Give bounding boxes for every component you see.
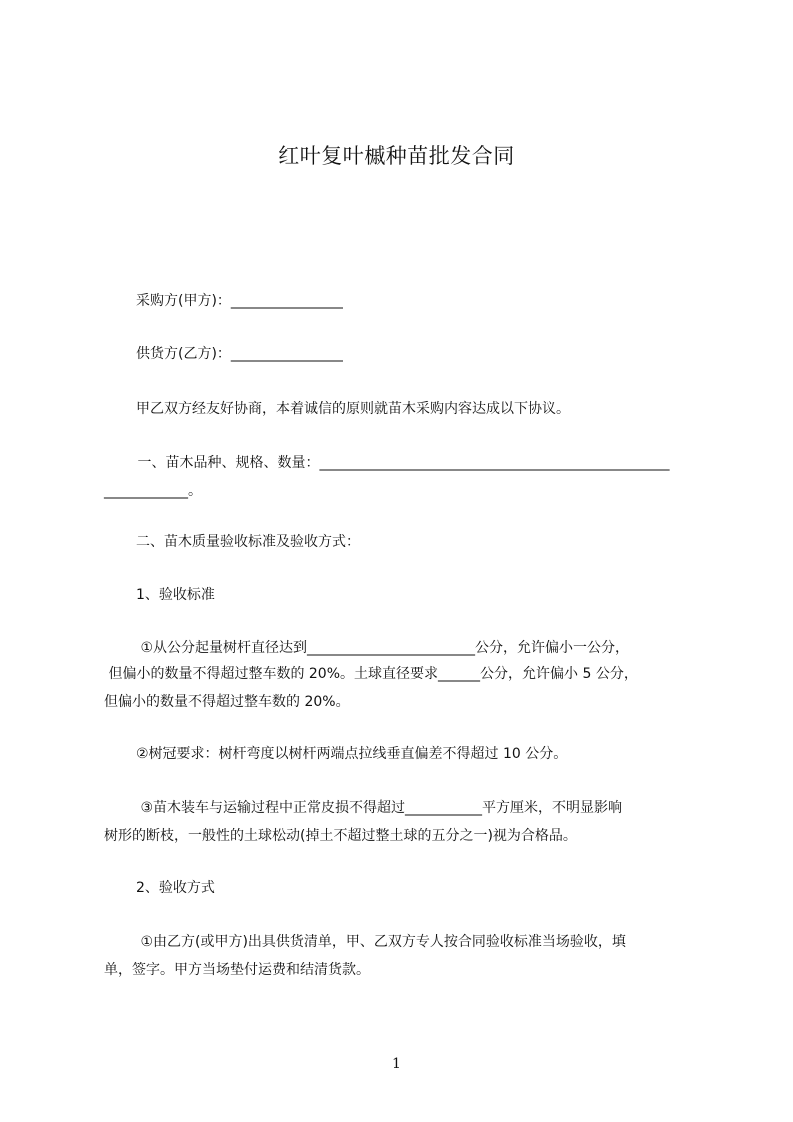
subsection-acceptance-standard: 1、验收标准 [136, 587, 215, 603]
buyer-line: 采购方(甲方)：________________ [136, 293, 343, 309]
standard-item-1-line-3: 但偏小的数量不得超过整车数的 20%。 [104, 694, 350, 710]
section-1-continuation: ____________。 [104, 483, 202, 499]
page-number: 1 [392, 1056, 401, 1072]
standard-item-3-line-1: ③苗木装车与运输过程中正常皮损不得超过___________平方厘米，不明显影响 [136, 800, 622, 816]
subsection-acceptance-method: 2、验收方式 [136, 880, 215, 896]
standard-item-1-line-2: 但偏小的数量不得超过整车数的 20%。土球直径要求______公分，允许偏小 5 公分， [104, 666, 638, 682]
method-item-1-line-1: ①由乙方(或甲方)出具供货清单，甲、乙双方专人按合同验收标准当场验收，填 [136, 934, 626, 950]
standard-item-2: ②树冠要求：树杆弯度以树杆两端点拉线垂直偏差不得超过 10 公分。 [136, 746, 568, 762]
document-title: 红叶复叶槭种苗批发合同 [278, 144, 515, 168]
intro-paragraph: 甲乙双方经友好协商，本着诚信的原则就苗木采购内容达成以下协议。 [136, 401, 570, 417]
section-2-heading: 二、苗木质量验收标准及验收方式： [136, 534, 360, 550]
standard-item-3-line-2: 树形的断枝，一般性的土球松动(掉土不超过整土球的五分之一)视为合格品。 [104, 828, 577, 844]
section-1-heading: 一、苗木品种、规格、数量：__________________________________________________ [133, 455, 670, 471]
method-item-1-line-2: 单，签字。甲方当场垫付运费和结清货款。 [104, 962, 370, 978]
supplier-line: 供货方(乙方)：________________ [136, 346, 343, 362]
standard-item-1-line-1: ①从公分起量树杆直径达到________________________公分，允许偏小一公分， [136, 640, 629, 656]
